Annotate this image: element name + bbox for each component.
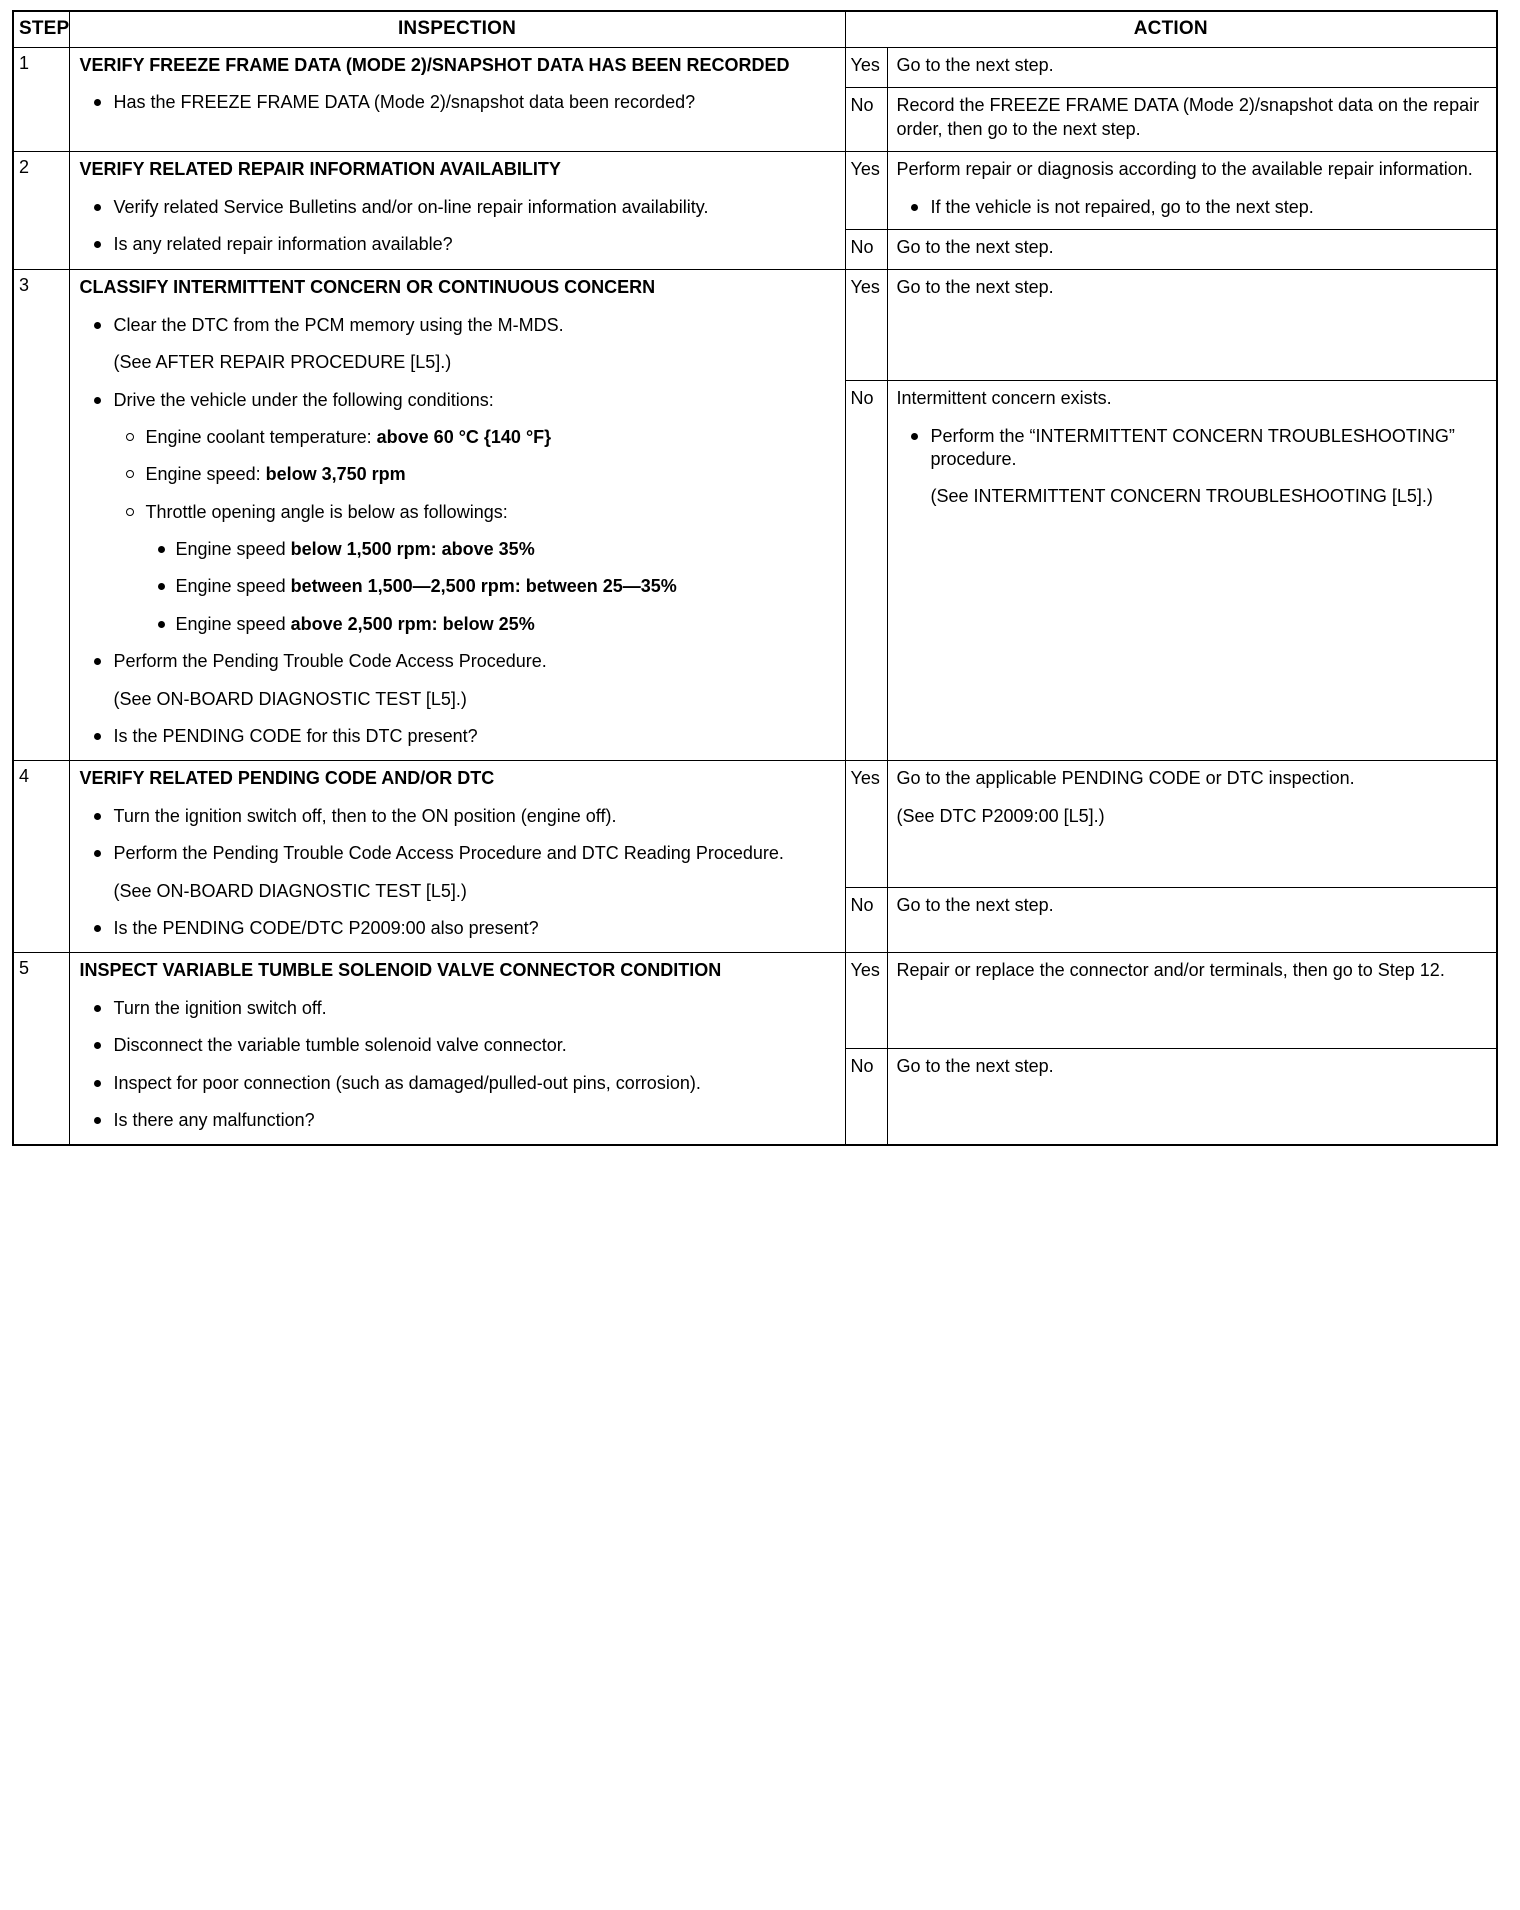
action-yes xyxy=(887,953,1497,1049)
list-item xyxy=(80,389,837,637)
inspection-title: VERIFY FREEZE FRAME DATA (MODE 2)/SNAPSHOT DATA HAS BEEN RECORDED xyxy=(79,55,790,75)
step-number: 1 xyxy=(13,48,69,152)
drive-conditions xyxy=(114,426,837,636)
action-sub-bullets xyxy=(897,425,1489,509)
table-row xyxy=(13,48,1497,88)
condition-prefix: Engine speed: xyxy=(145,464,266,485)
table-row xyxy=(13,152,1497,230)
list-item xyxy=(114,501,837,637)
list-item xyxy=(146,613,837,636)
list-item xyxy=(146,575,837,598)
action-no xyxy=(887,1049,1497,1146)
inspection-bullets xyxy=(80,91,837,114)
answer-no-label: No xyxy=(845,887,887,953)
dtc-troubleshooting-table xyxy=(12,10,1498,1146)
step-number: 3 xyxy=(13,270,69,761)
list-item: If the vehicle is not repaired, go to the next step. xyxy=(897,196,1489,219)
action-text: Go to the next step. xyxy=(896,894,1054,915)
action-text: Perform repair or diagnosis according to the available repair information. xyxy=(896,159,1473,180)
step-number: 2 xyxy=(13,152,69,270)
inspection-title: VERIFY RELATED REPAIR INFORMATION AVAILABILITY xyxy=(79,159,561,180)
action-yes xyxy=(887,761,1497,887)
answer-no-label: No xyxy=(845,1049,887,1146)
answer-yes-label: Yes xyxy=(845,152,887,230)
answer-yes-label: Yes xyxy=(845,953,887,1049)
action-note: (See DTC P2009:00 [L5].) xyxy=(896,805,1105,826)
action-no xyxy=(887,887,1497,953)
list-item: Perform the “INTERMITTENT CONCERN TROUBLESHOOTING” procedure. xyxy=(897,425,1489,472)
condition-value: above 60 °C {140 °F} xyxy=(376,426,552,447)
list-item: Verify related Service Bulletins and/or on-line repair information availability. xyxy=(80,196,837,219)
action-yes xyxy=(887,152,1497,230)
inspection-bullets xyxy=(80,997,837,1133)
inspection-title: VERIFY RELATED PENDING CODE AND/OR DTC xyxy=(79,768,495,789)
list-item: Perform the Pending Trouble Code Access Procedure. xyxy=(80,650,837,673)
list-item xyxy=(114,463,837,486)
list-item-label: Drive the vehicle under the following conditions: xyxy=(113,389,494,410)
condition-value: between 1,500—2,500 rpm: between 25—35% xyxy=(290,576,677,597)
inspection-bullets xyxy=(80,805,837,941)
inspection-bullets xyxy=(80,314,837,749)
condition-prefix: Engine speed xyxy=(175,576,291,597)
condition-value: below 3,750 rpm xyxy=(265,464,406,485)
action-yes xyxy=(887,270,1497,381)
list-item: Is the PENDING CODE/DTC P2009:00 also present? xyxy=(80,917,837,940)
action-sub-bullets xyxy=(897,196,1489,219)
inspection-cell xyxy=(69,48,845,152)
action-no xyxy=(887,381,1497,761)
condition-value: below 1,500 rpm: above 35% xyxy=(290,539,535,560)
action-yes xyxy=(887,48,1497,88)
condition-prefix: Engine coolant temperature: xyxy=(145,426,377,447)
action-text: Go to the next step. xyxy=(896,236,1054,257)
table-row xyxy=(13,761,1497,887)
action-text: Go to the next step. xyxy=(896,1056,1054,1076)
list-item: Is the PENDING CODE for this DTC present? xyxy=(80,725,837,748)
list-item: Inspect for poor connection (such as damaged/pulled-out pins, corrosion). xyxy=(80,1072,837,1095)
list-item: Turn the ignition switch off, then to the ON position (engine off). xyxy=(80,805,837,828)
list-note: (See INTERMITTENT CONCERN TROUBLESHOOTING [L5].) xyxy=(930,486,1433,507)
step-number: 5 xyxy=(13,953,69,1145)
list-item: Clear the DTC from the PCM memory using the M-MDS. xyxy=(80,314,837,337)
condition-prefix: Throttle opening angle is below as followings: xyxy=(145,501,508,522)
condition-prefix: Engine speed xyxy=(175,613,291,634)
list-item: Disconnect the variable tumble solenoid valve connector. xyxy=(80,1034,837,1057)
list-item: Perform the Pending Trouble Code Access Procedure and DTC Reading Procedure. xyxy=(80,842,837,865)
inspection-title: INSPECT VARIABLE TUMBLE SOLENOID VALVE CONNECTOR CONDITION xyxy=(79,960,722,981)
inspection-title: CLASSIFY INTERMITTENT CONCERN OR CONTINUOUS CONCERN xyxy=(79,277,656,298)
table-row xyxy=(13,953,1497,1049)
action-text: Go to the next step. xyxy=(896,277,1054,298)
table-row xyxy=(13,270,1497,381)
inspection-cell xyxy=(69,953,845,1145)
list-item: Turn the ignition switch off. xyxy=(80,997,837,1020)
table-header-row xyxy=(13,11,1497,48)
answer-no-label: No xyxy=(845,229,887,269)
inspection-cell xyxy=(69,152,845,270)
action-text: Go to the applicable PENDING CODE or DTC inspection. xyxy=(896,768,1355,789)
condition-prefix: Engine speed xyxy=(175,539,291,560)
inspection-cell xyxy=(69,270,845,761)
answer-no-label: No xyxy=(845,381,887,761)
list-note: (See AFTER REPAIR PROCEDURE [L5].) xyxy=(113,352,452,373)
condition-value: above 2,500 rpm: below 25% xyxy=(290,613,535,634)
action-text: Intermittent concern exists. xyxy=(896,388,1112,409)
action-text: Repair or replace the connector and/or terminals, then go to Step 12. xyxy=(896,960,1445,981)
answer-yes-label: Yes xyxy=(845,761,887,887)
list-note: (See ON-BOARD DIAGNOSTIC TEST [L5].) xyxy=(113,688,467,709)
header-action: ACTION xyxy=(845,11,1497,48)
action-text: Record the FREEZE FRAME DATA (Mode 2)/snapshot data on the repair order, then go to the next step. xyxy=(896,95,1480,139)
inspection-bullets xyxy=(80,196,837,257)
header-inspection: INSPECTION xyxy=(69,11,845,48)
answer-no-label: No xyxy=(845,88,887,152)
list-item: Has the FREEZE FRAME DATA (Mode 2)/snapshot data been recorded? xyxy=(80,91,837,114)
step-number: 4 xyxy=(13,761,69,953)
action-text: Go to the next step. xyxy=(896,55,1054,75)
action-no xyxy=(887,88,1497,152)
throttle-conditions xyxy=(146,538,837,636)
list-item xyxy=(146,538,837,561)
list-item: Is any related repair information available? xyxy=(80,233,837,256)
list-note: (See ON-BOARD DIAGNOSTIC TEST [L5].) xyxy=(113,880,467,901)
action-no xyxy=(887,229,1497,269)
list-item: Is there any malfunction? xyxy=(80,1109,837,1132)
inspection-cell xyxy=(69,761,845,953)
header-step: STEP xyxy=(13,11,69,48)
answer-yes-label: Yes xyxy=(845,48,887,88)
list-item xyxy=(114,426,837,449)
answer-yes-label: Yes xyxy=(845,270,887,381)
